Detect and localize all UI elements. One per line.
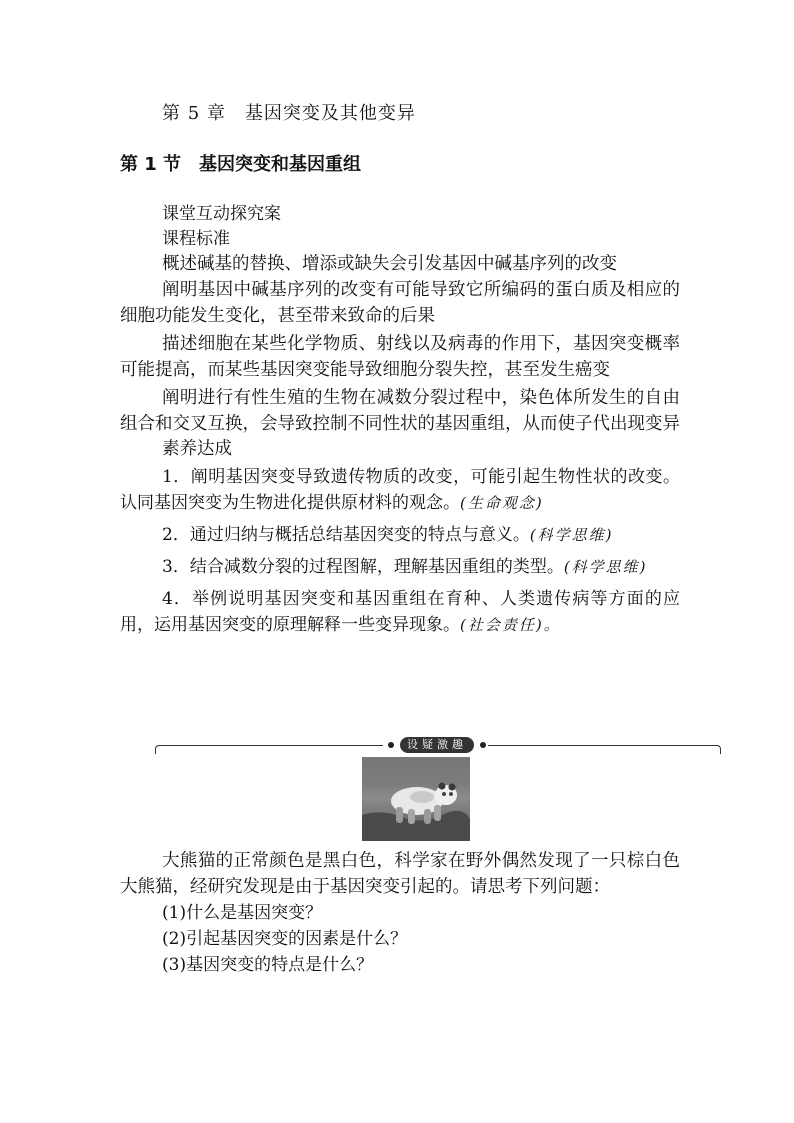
divider-label-text: 设疑激趣 — [400, 737, 474, 753]
literacy-text-1: 1．阐明基因突变导致遗传物质的改变，可能引起生物性状的改变。认同基因突变为生物进化提供原材料的观念。 — [120, 467, 680, 513]
panda-photo — [362, 757, 470, 841]
section-title: 第 1 节 基因突变和基因重组 — [120, 154, 362, 175]
literacy-item-4 — [120, 586, 680, 638]
literacy-tag-2: (科学思维) — [529, 526, 614, 544]
question-1: (1)什么是基因突变？ — [162, 903, 323, 923]
literacy-text-3: 3．结合减数分裂的过程图解，理解基因重组的类型。 — [162, 557, 564, 577]
classroom-heading: 课堂互动探究案 — [162, 204, 281, 224]
literacy-item-2 — [120, 522, 680, 548]
chapter-title: 第 5 章 基因突变及其他变异 — [162, 103, 416, 124]
standard-item-1: 概述碱基的替换、增添或缺失会引发基因中碱基序列的改变 — [162, 254, 617, 274]
literacy-tag-1: (生命观念) — [460, 494, 544, 512]
literacy-tag-3: (科学思维) — [563, 558, 648, 576]
literacy-text-2: 2．通过归纳与概括总结基因突变的特点与意义。 — [162, 525, 530, 545]
divider-label — [386, 737, 488, 753]
standards-block — [120, 202, 680, 638]
standard-item-2: 阐明基因中碱基序列的改变有可能导致它所编码的蛋白质及相应的细胞功能发生变化，甚至带来致命的后果 — [120, 280, 680, 326]
literacy-heading: 素养达成 — [162, 439, 232, 459]
section-divider — [158, 737, 718, 753]
story-text: 大熊猫的正常颜色是黑白色，科学家在野外偶然发现了一只棕白色大熊猫，经研究发现是由于基因突变引起的。请思考下列问题： — [120, 851, 680, 897]
literacy-item-1 — [120, 464, 680, 516]
standard-heading: 课程标准 — [162, 229, 230, 249]
standard-item-3: 描述细胞在某些化学物质、射线以及病毒的作用下，基因突变概率可能提高，而某些基因突变能导致细胞分裂失控，甚至发生癌变 — [120, 334, 680, 380]
literacy-item-3 — [120, 554, 680, 580]
story-block — [120, 848, 680, 978]
panda-image — [362, 757, 470, 841]
question-3: (3)基因突变的特点是什么？ — [162, 955, 374, 975]
literacy-tag-4: (社会责任)。 — [460, 616, 561, 634]
standard-item-4: 阐明进行有性生殖的生物在减数分裂过程中，染色体所发生的自由组合和交叉互换，会导致控制不同性状的基因重组，从而使子代出现变异 — [120, 388, 680, 434]
question-2: (2)引起基因突变的因素是什么？ — [162, 929, 408, 949]
literacy-text-4: 4．举例说明基因突变和基因重组在育种、人类遗传病等方面的应用，运用基因突变的原理解释一些变异现象。 — [120, 589, 680, 635]
